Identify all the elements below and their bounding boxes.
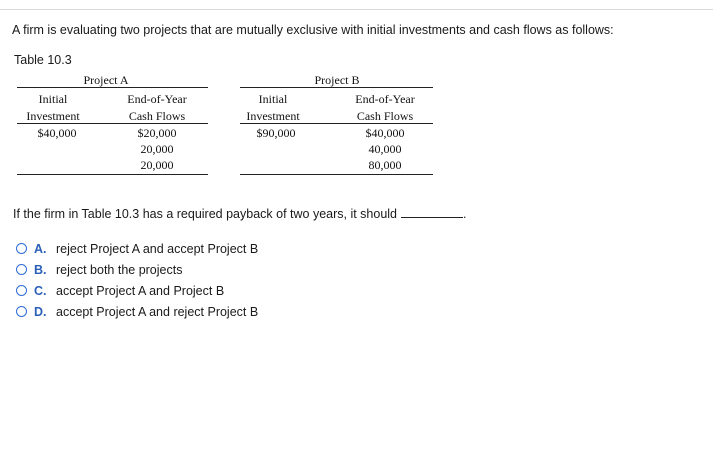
project-b-cashflow-header-2: Cash Flows [356, 109, 414, 123]
question-prompt [13, 206, 467, 221]
project-a-investment-header-1: Initial [38, 92, 68, 106]
project-a-cashflow-header-2: Cash Flows [128, 109, 186, 123]
project-a-rule-bottom [17, 174, 208, 175]
option-letter: A. [34, 241, 47, 256]
prompt-end: . [463, 207, 467, 221]
answer-blank [401, 206, 463, 218]
option-a[interactable] [16, 238, 258, 259]
radio-button-icon[interactable] [16, 285, 27, 296]
option-letter: B. [34, 262, 47, 277]
project-b-investment-header-1: Initial [258, 92, 288, 106]
option-text: reject Project A and accept Project B [56, 241, 259, 256]
option-c[interactable] [16, 280, 258, 301]
option-letter: C. [34, 283, 47, 298]
option-text: reject both the projects [56, 262, 183, 277]
project-b-title: Project B [314, 73, 360, 87]
project-a-cashflow-year-1: $20,000 [137, 126, 177, 140]
question-text: A firm is evaluating two projects that are mutually exclusive with initial investments and cash flows as follows: [12, 23, 614, 37]
project-a-rule-header [17, 123, 208, 124]
radio-button-icon[interactable] [16, 243, 27, 254]
project-b-cashflow-header-1: End-of-Year [355, 92, 415, 106]
project-b-cashflow-year-1: $40,000 [365, 126, 405, 140]
option-b[interactable] [16, 259, 258, 280]
project-a-cashflow-year-3: 20,000 [140, 158, 174, 172]
radio-button-icon[interactable] [16, 264, 27, 275]
project-b-rule-bottom [240, 174, 433, 175]
radio-button-icon[interactable] [16, 306, 27, 317]
project-b-rule-header [240, 123, 433, 124]
project-b-investment-header-2: Investment [246, 109, 300, 123]
prompt-text: If the firm in Table 10.3 has a required payback of two years, it should [13, 207, 398, 221]
option-letter: D. [34, 304, 47, 319]
project-a-title: Project A [83, 73, 129, 87]
project-b-cashflow-year-2: 40,000 [368, 142, 402, 156]
project-a-rule-top [17, 87, 208, 88]
option-text: accept Project A and reject Project B [56, 304, 259, 319]
option-text: accept Project A and Project B [56, 283, 225, 298]
project-a-investment: $40,000 [37, 126, 77, 140]
top-divider [0, 9, 713, 10]
project-b-rule-top [240, 87, 433, 88]
project-a-cashflow-year-2: 20,000 [140, 142, 174, 156]
table-caption: Table 10.3 [14, 53, 72, 67]
project-b-cashflow-year-3: 80,000 [368, 158, 402, 172]
project-a-cashflow-header-1: End-of-Year [127, 92, 187, 106]
answer-options [16, 238, 258, 322]
option-d[interactable] [16, 301, 258, 322]
project-b-investment: $90,000 [256, 126, 296, 140]
project-a-investment-header-2: Investment [26, 109, 80, 123]
